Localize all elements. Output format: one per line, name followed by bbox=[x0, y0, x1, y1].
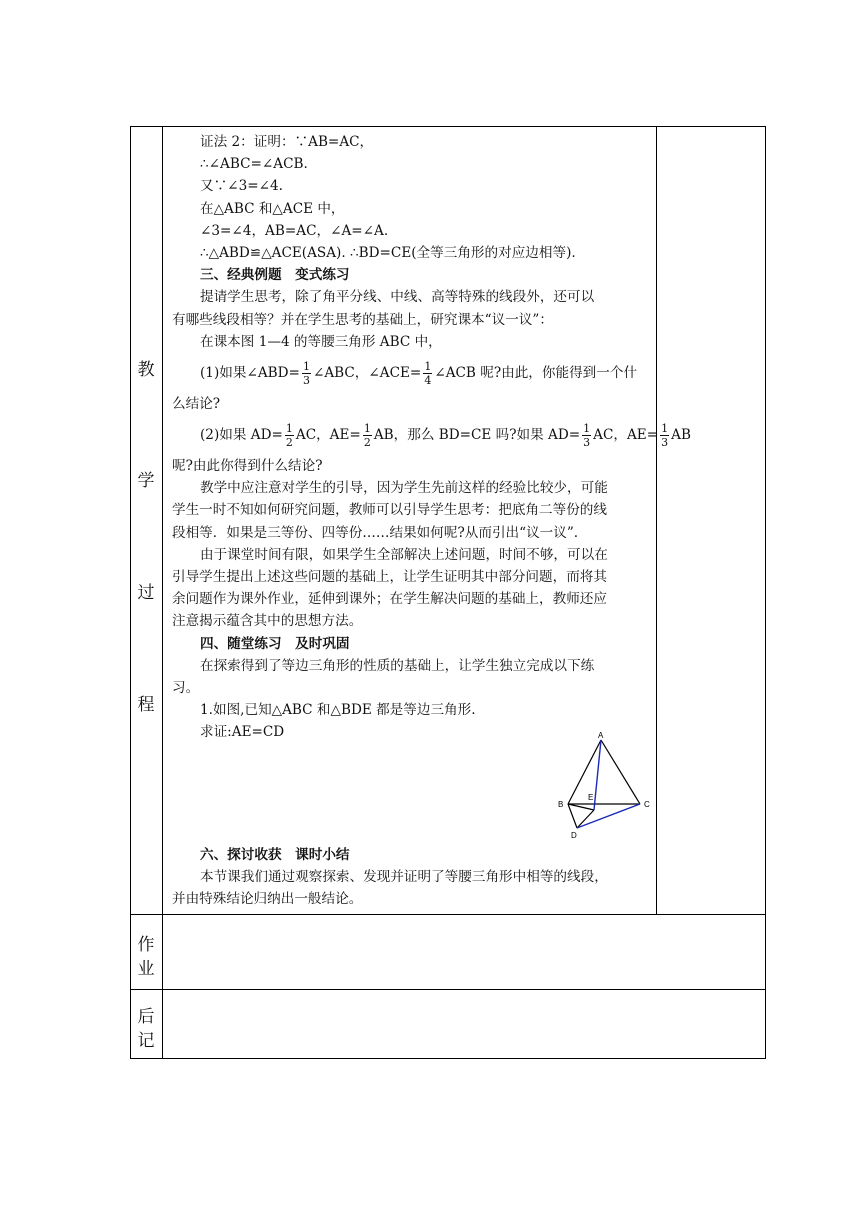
paragraph-line: 呢?由此你得到什么结论? bbox=[172, 458, 323, 475]
point-label-d: D bbox=[571, 831, 577, 840]
edge-ac bbox=[601, 740, 640, 804]
label-postscript-1: 后 bbox=[137, 1007, 155, 1027]
paragraph-line: 在课本图 1—4 的等腰三角形 ABC 中， bbox=[200, 333, 442, 350]
table-border-right bbox=[765, 126, 766, 1059]
table-border-row2 bbox=[130, 989, 766, 990]
proof-line: 证法 2：证明：∵AB=AC， bbox=[200, 134, 374, 150]
label-homework-1: 作 bbox=[137, 935, 155, 955]
proof-line: ∴∠ABC=∠ACB. bbox=[200, 156, 308, 173]
question-1 bbox=[172, 353, 648, 393]
paragraph-line: 习。 bbox=[172, 679, 200, 696]
proof-line: ∴△ABD≌△ACE(ASA). ∴BD=CE(全等三角形的对应边相等). bbox=[200, 244, 576, 261]
section-heading-6: 六、探讨收获 课时小结 bbox=[200, 847, 350, 863]
paragraph-line: 由于课堂时间有限，如果学生全部解决上述问题，时间不够，可以在 bbox=[200, 546, 608, 563]
question-text: ∠ABC，∠ACE= bbox=[312, 364, 422, 381]
point-label-e: E bbox=[588, 793, 594, 802]
table-border-bottom bbox=[130, 1058, 766, 1059]
paragraph-line: 教学中应注意对学生的引导，因为学生先前这样的经验比较少，可能 bbox=[200, 480, 608, 497]
segment-cd bbox=[577, 804, 640, 828]
fraction-one-third: $\frac{1}{3}$ bbox=[302, 359, 310, 387]
edge-be bbox=[568, 804, 594, 810]
proof-line: 又∵∠3=∠4. bbox=[200, 178, 283, 195]
paragraph-line: 学生一时不知如何研究问题，教师可以引导学生思考：把底角二等份的线 bbox=[172, 502, 607, 519]
label-process-2: 学 bbox=[137, 471, 155, 491]
paragraph-line: 么结论? bbox=[172, 395, 221, 412]
paragraph-line: 注意揭示蕴含其中的思想方法。 bbox=[172, 613, 363, 630]
label-process-1: 教 bbox=[137, 360, 155, 380]
label-postscript-2: 记 bbox=[137, 1031, 155, 1051]
fraction-one-quarter: $\frac{1}{4}$ bbox=[424, 359, 432, 387]
paragraph-line: 余问题作为课外作业，延伸到课外；在学生解决问题的基础上，教师还应 bbox=[172, 591, 607, 608]
point-label-a: A bbox=[598, 731, 604, 740]
question-text: (1)如果∠ABD= bbox=[200, 364, 300, 381]
paragraph-line: 并由特殊结论归纳出一般结论。 bbox=[172, 891, 363, 908]
fraction-one-half: $\frac{1}{2}$ bbox=[285, 422, 293, 450]
exercise-line: 求证:AE=CD bbox=[200, 724, 285, 741]
question-text: AB bbox=[671, 427, 691, 444]
edge-bd bbox=[568, 804, 577, 828]
point-label-c: C bbox=[644, 800, 650, 809]
table-border-label bbox=[162, 126, 163, 1059]
triangle-figure bbox=[550, 730, 660, 842]
paragraph-line: 在探索得到了等边三角形的性质的基础上，让学生独立完成以下练 bbox=[200, 657, 595, 674]
paragraph-line: 提请学生思考，除了角平分线、中线、高等特殊的线段外，还可以 bbox=[200, 289, 595, 306]
paragraph-line: 有哪些线段相等？并在学生思考的基础上，研究课本“议一议”： bbox=[172, 311, 553, 328]
question-text: AC，AE= bbox=[295, 427, 361, 444]
paragraph-line: 段相等．如果是三等份、四等份……结果如何呢?从而引出“议一议”. bbox=[172, 524, 579, 541]
section-heading-3: 三、经典例题 变式练习 bbox=[200, 267, 350, 284]
question-text: (2)如果 AD= bbox=[200, 427, 283, 444]
fraction-one-third: $\frac{1}{3}$ bbox=[583, 422, 591, 450]
fraction-one-third: $\frac{1}{3}$ bbox=[661, 422, 669, 450]
proof-line: ∠3=∠4，AB=AC，∠A=∠A. bbox=[200, 222, 389, 239]
table-border-row1 bbox=[130, 914, 766, 915]
point-label-b: B bbox=[558, 800, 564, 809]
label-process-4: 程 bbox=[137, 695, 155, 715]
lesson-content bbox=[172, 131, 691, 744]
exercise-line: 1.如图,已知△ABC 和△BDE 都是等边三角形. bbox=[200, 702, 476, 719]
paragraph-line: 引导学生提出上述这些问题的基础上，让学生证明其中部分问题，而将其 bbox=[172, 569, 607, 585]
paragraph-line: 本节课我们通过观察探索、发现并证明了等腰三角形中相等的线段， bbox=[200, 869, 608, 886]
section-heading-4: 四、随堂练习 及时巩固 bbox=[200, 635, 350, 652]
question-text: AB，那么 BD=CE 吗?如果 AD= bbox=[373, 427, 581, 444]
summary-content bbox=[172, 844, 648, 911]
table-border-top bbox=[130, 126, 766, 127]
question-text: ∠ACB 呢?由此，你能得到一个什 bbox=[434, 364, 638, 381]
fraction-one-half: $\frac{1}{2}$ bbox=[363, 422, 371, 450]
question-2 bbox=[172, 415, 691, 455]
question-text: AC，AE= bbox=[593, 427, 659, 444]
label-process-3: 过 bbox=[137, 583, 155, 603]
label-homework-2: 业 bbox=[137, 959, 155, 979]
proof-line: 在△ABC 和△ACE 中， bbox=[200, 200, 345, 217]
